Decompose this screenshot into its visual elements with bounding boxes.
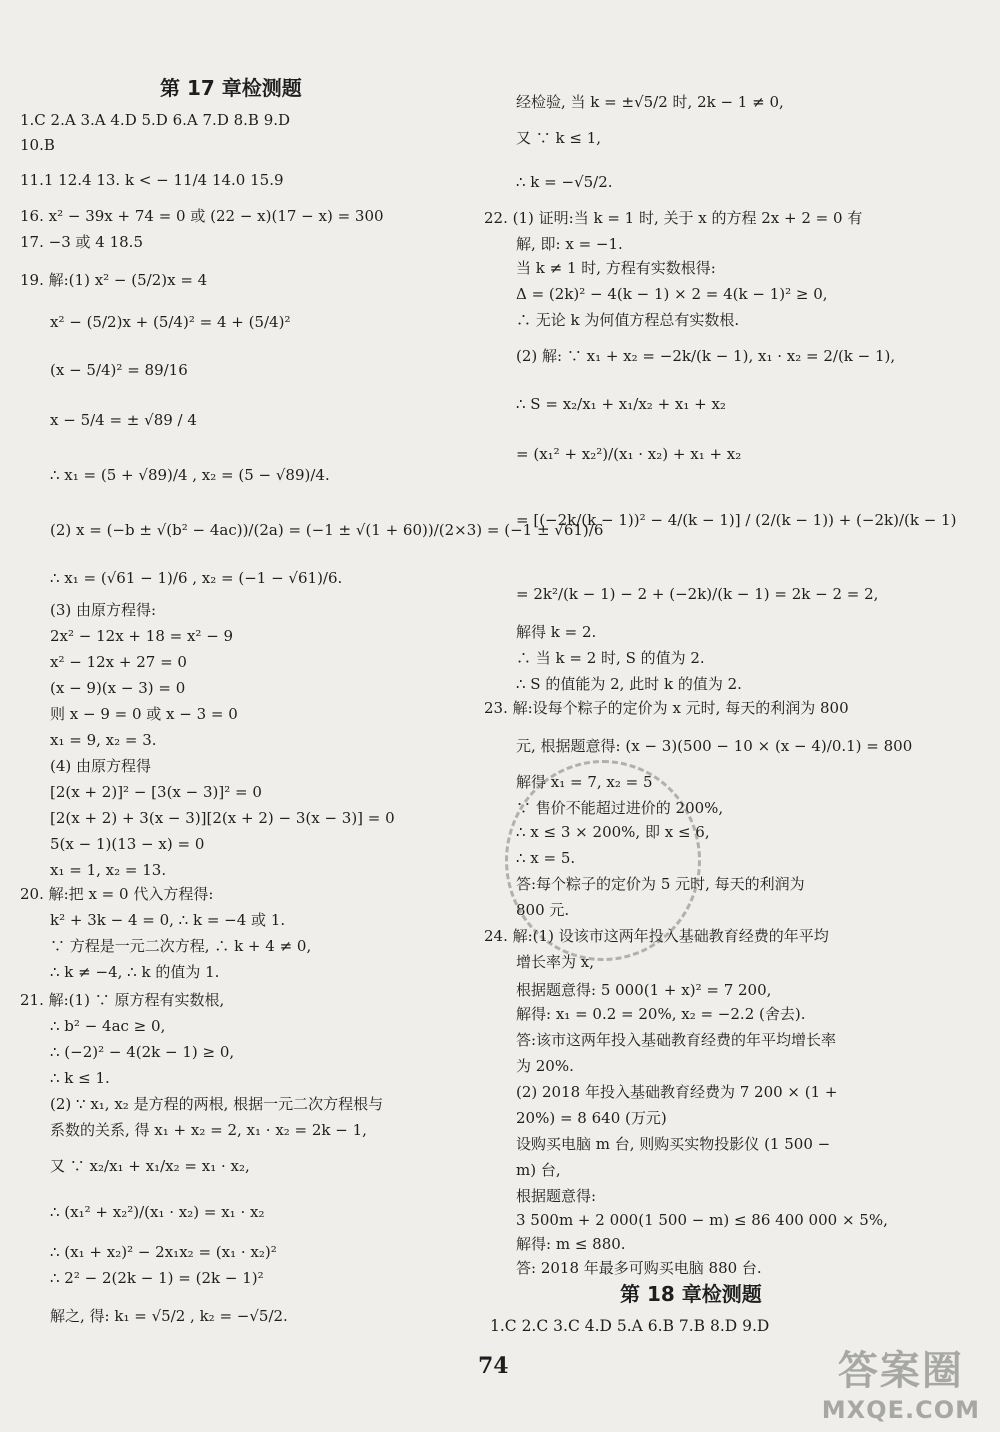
right-text-line: ∴ S 的值能为 2, 此时 k 的值为 2. [516,675,742,693]
left-text-line: 2x² − 12x + 18 = x² − 9 [50,627,234,645]
left-text-line: ∵ 方程是一元二次方程, ∴ k + 4 ≠ 0, [50,937,312,955]
right-text-line: = [(−2k/(k − 1))² − 4/(k − 1)] / (2/(k − 1)) + (−2k)/(k − 1) [516,511,957,529]
right-text-line: 23. 解:设每个粽子的定价为 x 元时, 每天的利润为 800 [484,699,849,717]
watermark-text: 答案圈 [837,1348,964,1394]
left-text-line: ∴ x₁ = (5 + √89)/4 , x₂ = (5 − √89)/4. [50,466,330,484]
left-text-line: x₁ = 9, x₂ = 3. [50,731,157,749]
left-text-line: 则 x − 9 = 0 或 x − 3 = 0 [50,705,238,723]
right-text-line: 答:每个粽子的定价为 5 元时, 每天的利润为 [516,875,805,893]
left-text-line: (x − 9)(x − 3) = 0 [50,679,186,697]
right-text-line: 增长率为 x, [516,953,594,971]
left-text-line: x² − 12x + 27 = 0 [50,653,187,671]
left-text-line: ∴ 2² − 2(2k − 1) = (2k − 1)² [50,1269,264,1287]
left-text-line: 解之, 得: k₁ = √5/2 , k₂ = −√5/2. [50,1307,288,1325]
right-text-line: ∴ 无论 k 为何值方程总有实数根. [516,311,740,329]
left-text-line: x² − (5/2)x + (5/4)² = 4 + (5/4)² [50,313,291,331]
left-text-line: (2) ∵ x₁, x₂ 是方程的两根, 根据一元二次方程根与 [50,1095,384,1113]
right-text-line: 根据题意得: 5 000(1 + x)² = 7 200, [516,981,772,999]
right-text-line: 20%) = 8 640 (万元) [516,1109,667,1127]
right-text-line: (2) 2018 年投入基础教育经费为 7 200 × (1 + [516,1083,838,1101]
left-text-line: [2(x + 2)]² − [3(x − 3)]² = 0 [50,783,262,801]
left-text-line: (2) x = (−b ± √(b² − 4ac))/(2a) = (−1 ± √(1 + 60))/(2×3) = (−1 ± √61)/6 [50,521,604,539]
right-text-line: m) 台, [516,1161,561,1179]
right-text-line: 解得 k = 2. [516,623,597,641]
right-text-line: 3 500m + 2 000(1 500 − m) ≤ 86 400 000 × 5%, [516,1211,888,1229]
left-text-line: 21. 解:(1) ∵ 原方程有实数根, [20,991,225,1009]
right-text-line: 答:该市这两年投入基础教育经费的年平均增长率 [516,1031,837,1049]
right-text-line: 为 20%. [516,1057,574,1075]
right-text-line: 设购买电脑 m 台, 则购买实物投影仪 (1 500 − [516,1135,831,1153]
right-text-line: 24. 解:(1) 设该市这两年投入基础教育经费的年平均 [484,927,829,945]
left-text-line: ∴ (x₁ + x₂)² − 2x₁x₂ = (x₁ · x₂)² [50,1243,277,1261]
right-text-line: ∴ x = 5. [516,849,576,867]
left-text-line: (x − 5/4)² = 89/16 [50,361,188,379]
right-text-line: ∴ x ≤ 3 × 200%, 即 x ≤ 6, [516,823,710,841]
right-text-line: ∴ S = x₂/x₁ + x₁/x₂ + x₁ + x₂ [516,395,726,413]
right-text-line: 解得: m ≤ 880. [516,1235,626,1253]
left-text-line: 10.B [20,136,55,154]
right-text-line: 根据题意得: [516,1187,597,1205]
left-text-line: (4) 由原方程得 [50,757,152,775]
right-text-line: 解得 x₁ = 7, x₂ = 5 [516,773,653,791]
right-text-line: (2) 解: ∵ x₁ + x₂ = −2k/(k − 1), x₁ · x₂ = 2/(k − 1), [516,347,896,365]
chapter-18-answers: 1.C 2.C 3.C 4.D 5.A 6.B 7.B 8.D 9.D [490,1317,770,1335]
left-text-line: ∴ (x₁² + x₂²)/(x₁ · x₂) = x₁ · x₂ [50,1203,265,1221]
left-text-line: ∴ (−2)² − 4(2k − 1) ≥ 0, [50,1043,235,1061]
right-text-line: 当 k ≠ 1 时, 方程有实数根得: [516,259,716,277]
left-text-line: 17. −3 或 4 18.5 [20,233,143,251]
watermark-site: MXQE.COM [821,1396,980,1424]
right-text-line: 答: 2018 年最多可购买电脑 880 台. [516,1259,762,1277]
left-text-line: ∴ b² − 4ac ≥ 0, [50,1017,166,1035]
right-text-line: 元, 根据题意得: (x − 3)(500 − 10 × (x − 4)/0.1) = 800 [516,737,913,755]
right-text-line: 解得: x₁ = 0.2 = 20%, x₂ = −2.2 (舍去). [516,1005,806,1023]
chapter-17-title: 第 17 章检测题 [160,76,302,100]
right-text-line: ∴ k = −√5/2. [516,173,613,191]
left-text-line: [2(x + 2) + 3(x − 3)][2(x + 2) − 3(x − 3)] = 0 [50,809,395,827]
left-text-line: 16. x² − 39x + 74 = 0 或 (22 − x)(17 − x) = 300 [20,207,384,225]
page-number: 74 [478,1353,509,1379]
stamp-seal [505,760,701,961]
left-text-line: k² + 3k − 4 = 0, ∴ k = −4 或 1. [50,911,286,929]
left-text-line: 5(x − 1)(13 − x) = 0 [50,835,205,853]
left-text-line: 19. 解:(1) x² − (5/2)x = 4 [20,271,208,289]
watermark-logo [822,1339,980,1424]
right-text-line: ∴ 当 k = 2 时, S 的值为 2. [516,649,705,667]
right-text-line: = (x₁² + x₂²)/(x₁ · x₂) + x₁ + x₂ [516,445,742,463]
left-text-line: 11.1 12.4 13. k < − 11/4 14.0 15.9 [20,171,284,189]
right-text-line: = 2k²/(k − 1) − 2 + (−2k)/(k − 1) = 2k − 2 = 2, [516,585,879,603]
right-text-line: Δ = (2k)² − 4(k − 1) × 2 = 4(k − 1)² ≥ 0, [516,285,828,303]
right-column [480,0,1000,1432]
right-text-line: 22. (1) 证明:当 k = 1 时, 关于 x 的方程 2x + 2 = 0 有 [484,209,863,227]
chapter-18-title: 第 18 章检测题 [620,1282,762,1306]
left-text-line: x₁ = 1, x₂ = 13. [50,861,167,879]
left-text-line: x − 5/4 = ± √89 / 4 [50,411,197,429]
right-text-line: 800 元. [516,901,570,919]
left-text-line: 1.C 2.A 3.A 4.D 5.D 6.A 7.D 8.B 9.D [20,111,291,129]
right-text-line: 又 ∵ k ≤ 1, [516,129,602,147]
right-text-line: 经检验, 当 k = ±√5/2 时, 2k − 1 ≠ 0, [516,93,784,111]
left-text-line: ∴ x₁ = (√61 − 1)/6 , x₂ = (−1 − √61)/6. [50,569,343,587]
left-text-line: ∴ k ≤ 1. [50,1069,110,1087]
right-text-line: 解, 即: x = −1. [516,235,623,253]
left-text-line: (3) 由原方程得: [50,601,157,619]
left-text-line: 系数的关系, 得 x₁ + x₂ = 2, x₁ · x₂ = 2k − 1, [50,1121,367,1139]
left-text-line: 20. 解:把 x = 0 代入方程得: [20,885,214,903]
left-text-line: ∴ k ≠ −4, ∴ k 的值为 1. [50,963,220,981]
right-text-line: ∵ 售价不能超过进价的 200%, [516,799,724,817]
left-text-line: 又 ∵ x₂/x₁ + x₁/x₂ = x₁ · x₂, [50,1157,250,1175]
